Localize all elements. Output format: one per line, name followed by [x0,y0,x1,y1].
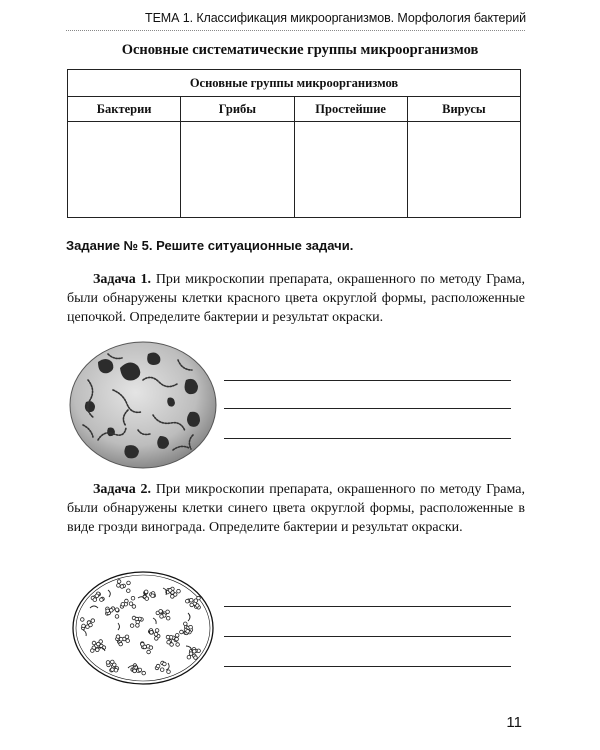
coccus-cell [160,615,164,619]
coccus-cell [106,661,110,665]
coccus-cell [121,603,125,607]
coccus-cell [92,641,96,645]
blank-cell-protozoa[interactable] [294,122,407,218]
coccus-cell [125,635,129,639]
micrograph-streptococci [68,340,218,470]
coccus-cell [96,648,100,652]
coccus-cell [142,671,146,675]
coccus-cell [184,622,188,626]
coccus-cell [159,610,163,614]
coccus-cell [190,598,194,602]
answer-line-1-3[interactable] [224,438,511,439]
task-1 [67,270,525,327]
answer-line-2-3[interactable] [224,666,511,667]
coccus-cell [167,670,171,674]
coccus-cell [120,585,124,589]
column-bacteria: Бактерии [68,97,181,122]
coccus-cell [155,629,159,633]
header-divider [66,30,525,31]
coccus-cell [194,656,198,660]
blank-cell-bacteria[interactable] [68,122,181,218]
coccus-cell [151,594,155,598]
task-1-text: При микроскопии препарата, окрашенного по методу Грама, были обнаружены клетки красного цвета округлой формы, расположенные цепочкой. Определите бактерии и результат окраски. [67,272,525,325]
answer-line-1-2[interactable] [224,408,511,409]
coccus-cell [167,640,171,644]
coccus-cell [171,595,175,599]
table-caption-row [68,70,521,97]
coccus-cell [115,608,119,612]
coccus-cell [89,623,93,627]
coccus-cell [117,580,121,584]
task-2-text: При микроскопии препарата, окрашенного по методу Грама, были обнаружены клетки синего цвета округлой формы, расположенные в виде грозди винограда. Определите бактерии и результат окраски. [67,482,525,535]
coccus-cell [186,599,190,603]
coccus-cell [97,642,101,646]
coccus-cell [189,652,193,656]
table-header-row [68,97,521,122]
coccus-cell [131,596,135,600]
answer-line-2-2[interactable] [224,636,511,637]
coccus-cell [175,634,179,638]
coccus-cell [176,643,180,647]
section-title: Основные систематические группы микроорганизмов [121,42,479,58]
task-2 [67,480,525,537]
coccus-cell [116,635,120,639]
micrograph-staphylococci [68,568,218,688]
task-2-label: Задача 2. [93,482,152,497]
coccus-cell [190,603,194,607]
coccus-cell [130,624,134,628]
coccus-cell [119,642,123,646]
coccus-cell [144,590,148,594]
coccus-cell [117,584,121,588]
coccus-cell [91,619,95,623]
coccus-cell [81,618,85,622]
table-caption: Основные группы микроорганизмов [68,70,521,97]
coccus-cell [193,650,197,654]
coccus-cell [95,594,99,598]
coccus-cell [189,625,193,629]
coccus-cell [197,596,201,600]
coccus-cell [168,589,172,593]
coccus-cell [141,643,145,647]
task-1-label: Задача 1. [93,272,152,287]
answer-line-1-1[interactable] [224,380,511,381]
coccus-cell [180,630,184,634]
coccus-cell [145,597,149,601]
coccus-cell [186,630,190,634]
coccus-cell [156,664,160,668]
coccus-cell [127,589,131,593]
coccus-cell [114,668,118,672]
coccus-cell [126,639,130,643]
coccus-cell [119,637,123,641]
blank-cell-viruses[interactable] [407,122,520,218]
coccus-cell [166,610,170,614]
column-viruses: Вирусы [407,97,520,122]
coccus-cell [149,646,153,650]
coccus-cell [154,633,158,637]
coccus-cell [111,660,115,664]
coccus-cell [166,635,170,639]
coccus-cell [106,609,110,613]
coccus-cell [160,668,164,672]
coccus-cell [91,649,95,653]
coccus-cell [150,631,154,635]
page-header: ТЕМА 1. Классификация микроорганизмов. Морфология бактерий [145,11,526,25]
column-fungi: Грибы [181,97,294,122]
coccus-cell [187,655,191,659]
coccus-cell [125,599,129,603]
coccus-cell [177,589,181,593]
coccus-cell [138,668,142,672]
coccus-cell [136,624,140,628]
groups-table [67,69,521,218]
coccus-cell [147,650,151,654]
coccus-cell [166,616,170,620]
coccus-cell [127,581,131,585]
coccus-cell [115,615,119,619]
coccus-cell [163,662,167,666]
table-blank-row [68,122,521,218]
coccus-cell [82,624,86,628]
coccus-cell [155,637,159,641]
coccus-cell [175,637,179,641]
column-protozoa: Простейшие [294,97,407,122]
answer-line-2-1[interactable] [224,606,511,607]
coccus-cell [129,602,133,606]
page-number: 11 [506,714,522,731]
assignment-heading: Задание № 5. Решите ситуационные задачи. [66,238,354,253]
coccus-cell [100,598,104,602]
coccus-cell [133,669,137,673]
blank-cell-fungi[interactable] [181,122,294,218]
coccus-cell [111,668,115,672]
coccus-cell [132,605,136,609]
coccus-cell [110,609,114,613]
coccus-cell [93,598,97,602]
